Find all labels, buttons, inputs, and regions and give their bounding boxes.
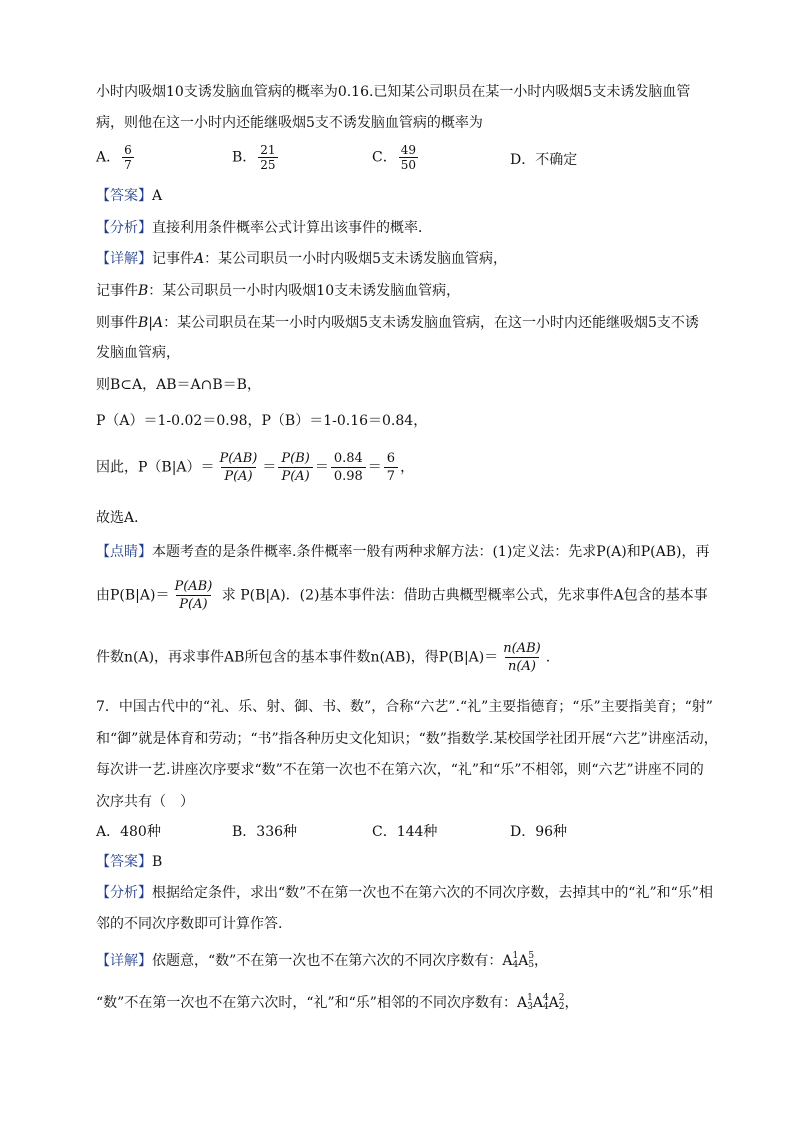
q7-stem-line-1: 7．中国古代中的“礼、乐、射、御、书、数”，合称“六艺”.“礼”主要指德育；“乐”主要指美育；“射” (96, 699, 713, 715)
denominator: n(A) (505, 657, 539, 675)
q7-analysis-line-2: 邻的不同次序数即可计算作答. (96, 916, 283, 932)
point-text: 由P(B|A)＝ (96, 587, 170, 604)
detail-text: ：某公司职员在某一小时内吸烟5支未诱发脑血管病，在这一小时内还能继吸烟5支不诱 (163, 315, 699, 331)
q6-option-c (372, 143, 420, 172)
detail-tag: 【详解】 (96, 251, 152, 267)
q6-point-line-1 (96, 542, 709, 562)
q7-option-c: C．144种 (372, 824, 438, 840)
superscript: 5 (528, 951, 535, 961)
numerator: 6 (124, 143, 132, 157)
q6-point-line-2 (96, 578, 708, 613)
detail-text: ， (400, 459, 415, 476)
fraction (122, 143, 134, 172)
detail-text: 依题意，“数”不在第一次也不在第六次的不同次序数有： (152, 953, 503, 969)
q6-detail-line-8: 故选A． (96, 510, 149, 526)
q6-detail-line-3 (96, 313, 699, 333)
answer-tag: 【答案】 (96, 854, 152, 870)
numerator: n(AB) (503, 641, 541, 656)
numerator: 49 (400, 143, 416, 157)
equals-sign: ＝ (314, 459, 329, 476)
subscript: 3 (527, 1002, 533, 1012)
denominator: P(A) (176, 595, 210, 613)
option-label: B． (232, 149, 257, 166)
numerator: P(AB) (219, 451, 258, 466)
q6-detail-line-2 (96, 281, 460, 301)
q6-detail-line-7 (96, 450, 414, 485)
q6-analysis (96, 218, 432, 238)
q7-detail-line-2 (96, 993, 579, 1013)
equals-sign: ＝ (262, 459, 277, 476)
arrangement-symbol: A (518, 953, 529, 969)
answer-text: B (152, 854, 163, 870)
q6-stem-line-2: 病，则他在这一小时内还能继吸烟5支不诱发脑血管病的概率为 (96, 115, 483, 131)
q7-option-d: D．96种 (510, 824, 568, 840)
variable: A (194, 251, 205, 267)
analysis-text: 直接利用条件概率公式计算出该事件的概率． (152, 220, 432, 236)
detail-text: “数”不在第一次也不在第六次时，“礼”和“乐”相邻的不同次序数有： (96, 995, 517, 1011)
equals-sign: ＝ (367, 459, 382, 476)
option-label: D． (510, 152, 536, 168)
variable: B (138, 283, 149, 299)
denominator: P(A) (278, 467, 312, 485)
denominator: 25 (260, 158, 276, 172)
arrangement-symbol: A (532, 995, 543, 1011)
q7-stem-line-4: 次序共有（ ） (96, 794, 194, 810)
detail-text: 记事件 (152, 251, 194, 267)
fraction (384, 450, 398, 485)
superscript: 2 (558, 993, 565, 1003)
q6-detail-line-6: P（A）＝1-0.02＝0.98，P（B）＝1-0.16＝0.84， (96, 413, 428, 429)
q6-option-b (232, 143, 280, 172)
denominator: 0.98 (331, 467, 366, 485)
subscript: 4 (542, 1002, 549, 1012)
q6-detail-line-4: 发脑血管病， (96, 345, 180, 361)
detail-text: 记事件 (96, 283, 138, 299)
analysis-text: 根据给定条件，求出“数”不在第一次也不在第六次的不同次序数，去掉其中的“礼”和“乐”相 (152, 885, 713, 901)
denominator: 7 (124, 158, 132, 172)
denominator: P(A) (221, 467, 255, 485)
numerator: 6 (386, 451, 396, 466)
numerator: 0.84 (333, 451, 363, 466)
fraction (171, 578, 215, 613)
q6-option-a (96, 143, 136, 172)
arrangement-symbol: A (516, 995, 528, 1011)
superscript: 1 (527, 993, 533, 1003)
denominator: 7 (384, 467, 398, 485)
q7-option-b: B．336种 (232, 824, 298, 840)
detail-text: ：某公司职员一小时内吸烟10支未诱发脑血管病， (148, 283, 461, 299)
variable: B|A (138, 315, 164, 331)
q6-answer (96, 186, 162, 206)
detail-text: 因此，P（B|A）＝ (96, 459, 215, 476)
option-label: A． (96, 149, 121, 166)
denominator: 50 (400, 158, 416, 172)
superscript: 4 (542, 993, 549, 1003)
option-label: C． (372, 149, 397, 166)
q7-detail-line-1 (96, 951, 548, 971)
point-text: 本题考查的是条件概率.条件概率一般有两种求解方法：(1)定义法：先求P(A)和P(AB)，再 (152, 544, 710, 560)
q7-option-a: A．480种 (96, 824, 161, 840)
detail-text: 则事件 (96, 315, 138, 331)
numerator: P(B) (281, 451, 310, 466)
q6-stem-line-1: 小时内吸烟10支诱发脑血管病的概率为0.16.已知某公司职员在某一小时内吸烟5支未诱发脑血管 (96, 84, 691, 100)
q6-point-line-3 (96, 640, 550, 675)
detail-text: ：某公司职员一小时内吸烟5支未诱发脑血管病， (204, 251, 508, 267)
answer-text: A (152, 188, 163, 204)
analysis-tag: 【分析】 (96, 885, 152, 901)
fraction (399, 143, 418, 172)
analysis-tag: 【分析】 (96, 220, 152, 236)
fraction (500, 640, 543, 675)
q6-detail-line-1 (96, 249, 507, 269)
arrangement-symbol: A (502, 953, 513, 969)
point-text: 求 P(B|A)．(2)基本事件法：借助古典概型概率公式，先求事件A包含的基本事 (217, 587, 708, 604)
subscript: 5 (528, 960, 535, 970)
q6-option-d (510, 150, 577, 170)
fraction (217, 450, 261, 485)
point-tag: 【点睛】 (96, 544, 152, 560)
point-text: 件数n(A)，再求事件AB所包含的基本事件数n(AB)，得P(B|A)＝ (96, 649, 499, 666)
subscript: 4 (512, 960, 519, 970)
q7-analysis-line-1 (96, 883, 713, 903)
q7-answer (96, 852, 162, 872)
detail-text: ， (534, 953, 549, 969)
numerator: P(AB) (174, 579, 213, 594)
q6-detail-line-5: 则B⊂A，AB＝A∩B＝B， (96, 377, 261, 393)
detail-tag: 【详解】 (96, 953, 152, 969)
q7-stem-line-3: 每次讲一艺.讲座次序要求“数”不在第一次也不在第六次，“礼”和“乐”不相邻，则“六艺”讲座不同的 (96, 762, 704, 778)
superscript: 1 (512, 951, 519, 961)
detail-text: ， (564, 995, 579, 1011)
fraction (278, 450, 312, 485)
option-text: 不确定 (535, 152, 578, 168)
subscript: 2 (558, 1002, 565, 1012)
point-text: . (545, 649, 551, 666)
q7-stem-line-2: 和“御”就是体育和劳动；“书”指各种历史文化知识；“数”指数学.某校国学社团开展“六艺”讲座活动， (96, 731, 718, 747)
numerator: 21 (260, 143, 276, 157)
fraction (258, 143, 277, 172)
answer-tag: 【答案】 (96, 188, 152, 204)
fraction (331, 450, 366, 485)
arrangement-symbol: A (548, 995, 559, 1011)
